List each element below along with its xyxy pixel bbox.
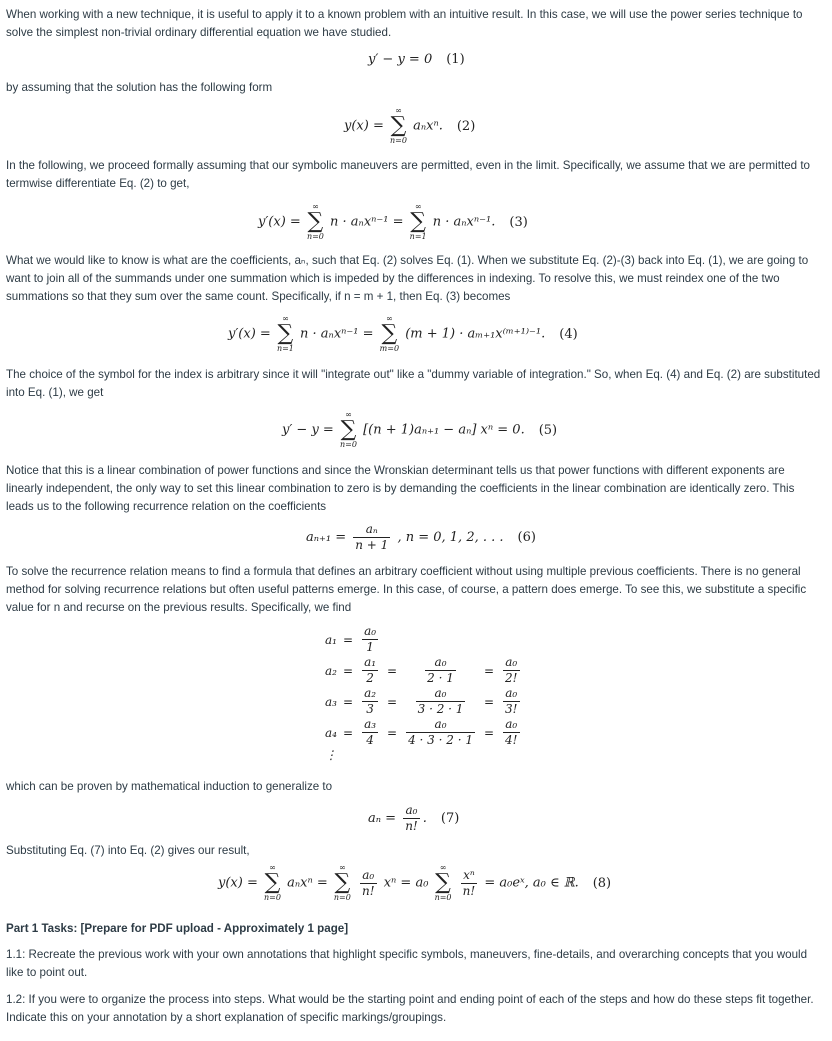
task-1-1: 1.1: Recreate the previous work with your own annotations that highlight specific symbols, maneuvers, fine-details, and overarching concepts that you would like to point out. <box>6 948 808 979</box>
rec-row-a1: a₁ = $\frac{\text{a₀}}{1}$ <box>325 624 377 654</box>
sum-symbol: ∞ ∑ n=0 <box>264 863 281 902</box>
eq1-expression: y′ − y = 0 <box>368 52 433 67</box>
tasks-title: Part 1 Tasks: [Prepare for PDF upload - Approximately 1 page] <box>6 922 349 935</box>
task-1-2: 1.2: If you were to organize the process into steps. What would be the starting point and ending point of each of the steps and how do these steps fit together. Indicate this on your annotation by a short explanation of specific markings/groupings. <box>6 993 814 1024</box>
sum-symbol: ∞ ∑ n=0 <box>434 863 452 902</box>
eq3-number: (3) <box>509 214 528 230</box>
rec-row-a4: a₄ = $\frac{\text{a₃}}{4}$ = $\frac{\text{a₀}}{4 \cdot 3 \cdot 2 \cdot 1}$ = $\frac{\text{a₀}}{4!}$ <box>325 717 518 747</box>
assume-paragraph: by assuming that the solution has the following form <box>6 81 273 94</box>
equation-1 <box>368 52 465 67</box>
formal-paragraph: In the following, we proceed formally assuming that our symbolic maneuvers are permitted, even in the limit. Specifically, we assume that we are permitted to termwise differentiate Eq. (2) to get, <box>6 159 810 190</box>
rec-row-dots: ⋮ <box>325 748 337 762</box>
sum-symbol: ∞ ∑ n=0 <box>390 106 407 145</box>
equation-7: aₙ = $\frac{\text{a₀}}{n!}$ . (7) <box>368 803 460 833</box>
sum-symbol: ∞ ∑ n=0 <box>339 410 357 449</box>
sum-symbol: ∞ ∑ n=0 <box>306 202 324 241</box>
eq1-number: (1) <box>446 52 465 67</box>
choice-paragraph: The choice of the symbol for the index is arbitrary since it will "integrate out" like a "dummy variable of integration." So, when Eq. (4) and Eq. (2) are substituted into Eq. (1), we get <box>6 368 821 399</box>
rec-row-a3: a₃ = $\frac{\text{a₂}}{3}$ = $\frac{\text{a₀}}{3 \cdot 2 \cdot 1}$ = $\frac{\text{a₀}}{3!}$ <box>325 686 518 716</box>
equation-6: aₙ₊₁ = $\frac{\text{aₙ}}{n + 1}$ , n = 0, 1, 2, . . . (6) <box>306 522 536 552</box>
eq2-lhs: y(x) = <box>344 118 384 134</box>
eq4-number: (4) <box>559 326 578 342</box>
equation-2 <box>344 107 475 145</box>
eq8-number: (8) <box>592 875 612 891</box>
equation-3: y′(x) = ∞ ∑ n=0 n · aₙxⁿ⁻¹ = ∞ ∑ n=1 n · aₙxⁿ⁻¹. (3) <box>258 202 528 241</box>
coefficient-paragraph: What we would like to know is what are the coefficients, aₙ, such that Eq. (2) solves Eq. (1). When we substitute Eq. (2)-(3) back into Eq. (1), we are going to want to join all of the summands under one summation which is impeded by the differences in indexing. To resolve this, we must reindex one of the two summations so that they sum over the same count. Specifically, if n = m + 1, then Eq. (3) becomes <box>6 254 809 303</box>
sum-symbol: ∞ ∑ n=1 <box>276 314 294 353</box>
equation-8: y(x) = ∞ ∑ n=0 aₙxⁿ = ∞ ∑ n=0 $\frac{\text{a₀}}{n!}$ xⁿ = a₀ ∞ ∑ n=0 $\frac{\text{xⁿ}}{n!}$ = a₀eˣ, a₀ ∈ ℝ. (8) <box>218 863 612 902</box>
sum-symbol: ∞ ∑ m=0 <box>379 314 400 353</box>
equation-5: y′ − y = ∞ ∑ n=0 [(n + 1)aₙ₊₁ − aₙ] xⁿ = 0. (5) <box>282 410 558 449</box>
rec-row-a2: a₂ = $\frac{\text{a₁}}{2}$ = $\frac{\text{a₀}}{2 \cdot 1}$ = $\frac{\text{a₀}}{2!}$ <box>325 655 518 685</box>
sum-symbol: ∞ ∑ n=0 <box>333 863 351 902</box>
eq6-number: (6) <box>517 530 536 545</box>
eq7-number: (7) <box>440 811 460 826</box>
equation-4: y′(x) = ∞ ∑ n=1 n · aₙxⁿ⁻¹ = ∞ ∑ m=0 (m + 1) · aₘ₊₁x⁽ᵐ⁺¹⁾⁻¹. (4) <box>228 314 578 353</box>
fraction: $\frac{\text{aₙ}}{n + 1}$ <box>355 522 389 552</box>
notice-paragraph: Notice that this is a linear combination of power functions and since the Wronskian determinant tells us that power functions with different exponents are linearly independent, the only way to set this linear combination to zero is by demanding the coefficients in the linear combination are identically zero. This leads us to the following recurrence relation on the coefficients <box>6 464 795 513</box>
eq2-number: (2) <box>456 118 476 134</box>
induction-paragraph: which can be proven by mathematical induction to generalize to <box>6 780 333 793</box>
substitute-paragraph: Substituting Eq. (7) into Eq. (2) gives our result, <box>6 844 250 857</box>
solve-paragraph: To solve the recurrence relation means to find a formula that defines an arbitrary coefficient without using multiple previous coefficients. There is no general method for solving recurrence relations but often useful patterns emerge. In this case, of course, a pattern does emerge. To see this, we substitute a specific value for n and recurse on the previous results. Specifically, we find <box>6 565 807 614</box>
eq5-number: (5) <box>538 422 558 438</box>
recurrence-table <box>322 624 526 762</box>
intro-paragraph: When working with a new technique, it is useful to apply it to a known problem with an intuitive result. In this case, we will use the power series technique to solve the simplest non-trivial ordinary differential equation we have studied. <box>6 8 803 39</box>
eq2-rhs: aₙxⁿ. <box>413 118 443 134</box>
fraction: $\frac{\text{a₀}}{n!}$ <box>405 803 418 833</box>
sum-symbol: ∞ ∑ n=1 <box>409 202 427 241</box>
